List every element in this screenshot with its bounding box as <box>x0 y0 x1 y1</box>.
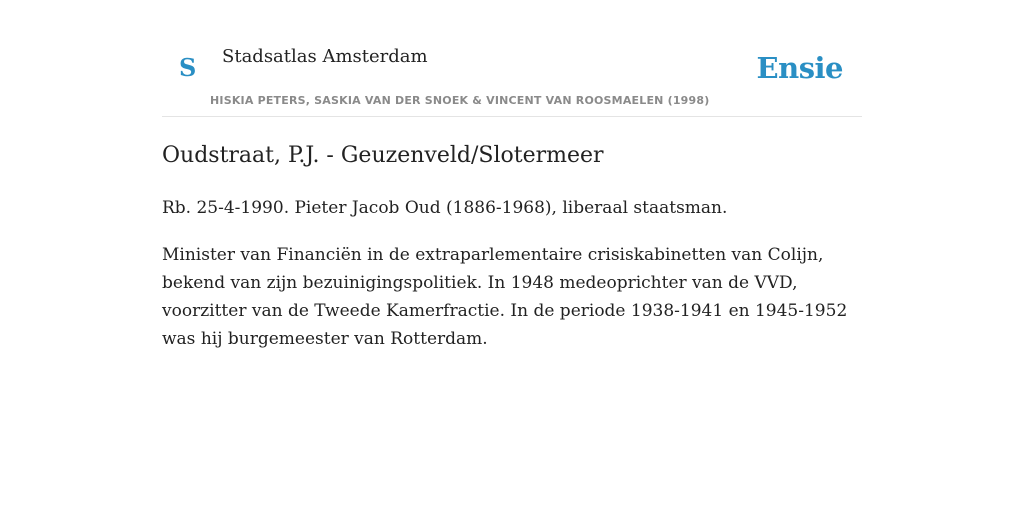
source-authors: HISKIA PETERS, SASKIA VAN DER SNOEK & VINCENT VAN ROOSMAELEN (1998) <box>210 94 710 107</box>
page <box>162 0 862 353</box>
source-header <box>162 0 862 117</box>
source-title[interactable]: Stadsatlas Amsterdam <box>222 46 428 67</box>
entry-title: Oudstraat, P.J. - Geuzenveld/Slotermeer <box>162 143 604 168</box>
entry-paragraph: Minister van Financiën in de extraparlementaire crisiskabinetten van Colijn, bekend van zijn bezuinigingspolitiek. In 1948 medeoprichter van de VVD, voorzitter van de Tweede Kamerfractie. In de periode 1938-1941 en 1945-1952 was hij burgemeester van Rotterdam. <box>162 245 848 349</box>
entry-paragraph: Rb. 25-4-1990. Pieter Jacob Oud (1886-1968), liberaal staatsman. <box>162 198 728 218</box>
source-logo[interactable]: S <box>179 53 197 82</box>
ensie-logo[interactable]: Ensie <box>756 51 843 85</box>
